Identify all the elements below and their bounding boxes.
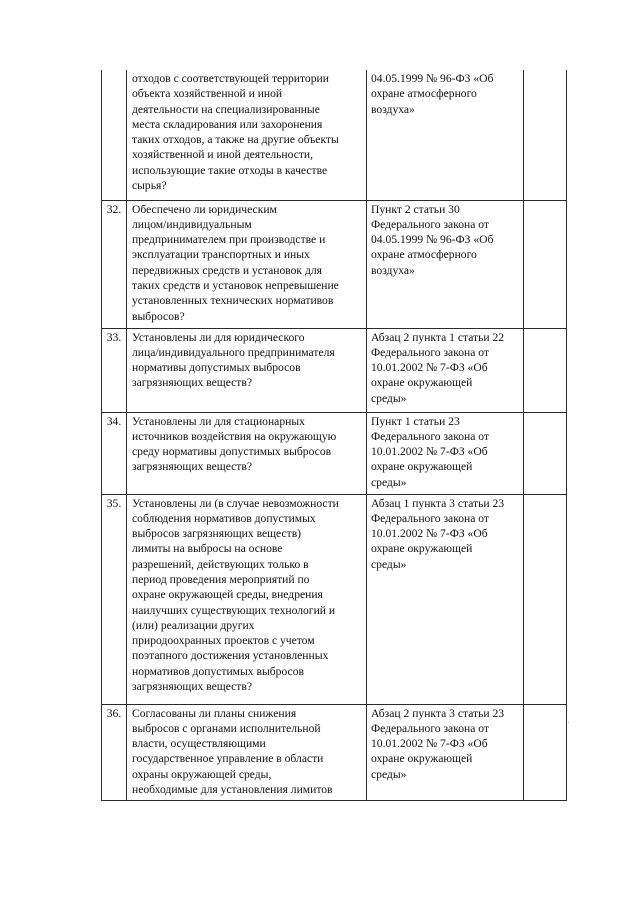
question-line: Установлены ли (в случае невозможности (132, 496, 339, 510)
basis-line: 04.05.1999 № 96-ФЗ «Об (371, 233, 494, 247)
question-line: Согласованы ли планы снижения (132, 706, 297, 720)
question-cell (127, 328, 367, 412)
basis-line: среды» (371, 391, 407, 405)
question-line: (или) реализации других (132, 618, 255, 632)
question-line: государственное управление в области (132, 752, 324, 766)
basis-line: охране окружающей (371, 460, 473, 474)
answer-cell[interactable] (524, 494, 567, 704)
legal-basis-cell (367, 412, 524, 494)
question-line: деятельности на специализированные (132, 102, 320, 116)
question-line: объекта хозяйственной и иной (132, 87, 283, 101)
question-line: период проведения мероприятий по (132, 572, 310, 586)
question-line: установленных технических нормативов (132, 294, 334, 308)
question-cell (127, 200, 367, 328)
basis-line: 10.01.2002 № 7-ФЗ «Об (371, 737, 488, 751)
legal-basis-cell (367, 494, 524, 704)
basis-line: 10.01.2002 № 7-ФЗ «Об (371, 527, 488, 541)
question-line: использующие такие отходы в качестве (132, 163, 328, 177)
question-line: Установлены ли для юридического (132, 330, 305, 344)
question-line: лицом/индивидуальным (132, 217, 252, 231)
answer-cell[interactable] (524, 704, 567, 801)
question-line: передвижных средств и установок для (132, 263, 322, 277)
basis-line: охране атмосферного (371, 248, 477, 262)
question-line: лица/индивидуального предпринимателя (132, 345, 335, 359)
basis-line: охране окружающей (371, 542, 473, 556)
table-row (102, 412, 567, 494)
question-line: сырья? (132, 179, 167, 193)
legal-basis-cell (367, 704, 524, 801)
question-line: таких средств и установок непревышение (132, 278, 339, 292)
question-line: предпринимателем при производстве и (132, 233, 326, 247)
question-line: хозяйственной и иной деятельности, (132, 148, 314, 162)
question-line: Обеспечено ли юридическим (132, 202, 277, 216)
question-cell (127, 412, 367, 494)
answer-cell[interactable] (524, 200, 567, 328)
table-row (102, 704, 567, 801)
basis-line: 10.01.2002 № 7-ФЗ «Об (371, 361, 488, 375)
table-row (102, 328, 567, 412)
question-line: загрязняющих веществ? (132, 376, 252, 390)
basis-line: Федерального закона от (371, 217, 490, 231)
basis-line: Федерального закона от (371, 511, 490, 525)
question-line: среду нормативы допустимых выбросов (132, 445, 332, 459)
question-line: соблюдения нормативов допустимых (132, 511, 316, 525)
question-line: охране окружающей среды, внедрения (132, 588, 323, 602)
legal-basis-cell (367, 328, 524, 412)
scan-speck (568, 722, 569, 723)
basis-line: Абзац 2 пункта 3 статьи 23 (371, 706, 505, 720)
question-line: выбросов? (132, 309, 185, 323)
basis-line: охране окружающей (371, 376, 473, 390)
row-number: 34. (102, 412, 127, 494)
question-line: источников воздействия на окружающую (132, 429, 337, 443)
answer-cell[interactable] (524, 412, 567, 494)
basis-line: 04.05.1999 № 96-ФЗ «Об (371, 72, 494, 85)
basis-line: Федерального закона от (371, 429, 490, 443)
question-line: нормативов допустимых выбросов (132, 664, 304, 678)
legal-basis-cell (367, 70, 524, 200)
question-line: выбросов с органами исполнительной (132, 721, 321, 735)
basis-line: Федерального закона от (371, 721, 490, 735)
question-line: наилучших существующих технологий и (132, 603, 336, 617)
question-cell (127, 494, 367, 704)
basis-line: среды» (371, 475, 407, 489)
question-line: поэтапного достижения установленных (132, 649, 329, 663)
basis-line: Пункт 1 статьи 23 (371, 414, 460, 428)
basis-line: воздуха» (371, 263, 415, 277)
question-cell (127, 704, 367, 801)
answer-cell[interactable] (524, 70, 567, 200)
question-line: выбросов загрязняющих веществ) (132, 527, 302, 541)
question-line: загрязняющих веществ? (132, 460, 252, 474)
legal-basis-cell (367, 200, 524, 328)
basis-line: Абзац 1 пункта 3 статьи 23 (371, 496, 505, 510)
table-row (102, 494, 567, 704)
basis-line: Абзац 2 пункта 1 статьи 22 (371, 330, 505, 344)
basis-line: Федерального закона от (371, 345, 490, 359)
basis-line: Пункт 2 статьи 30 (371, 202, 460, 216)
basis-line: среды» (371, 557, 407, 571)
table-row (102, 200, 567, 328)
question-line: Установлены ли для стационарных (132, 414, 305, 428)
question-line: нормативы допустимых выбросов (132, 361, 301, 375)
question-line: таких отходов, а также на другие объекты (132, 133, 339, 147)
table-row (102, 70, 567, 200)
question-line: места складирования или захоронения (132, 117, 323, 131)
table-body (102, 70, 567, 801)
basis-line: среды» (371, 767, 407, 781)
basis-line: охране окружающей (371, 752, 473, 766)
row-number: 32. (102, 200, 127, 328)
question-cell (127, 70, 367, 200)
question-line: отходов с соответствующей территории (132, 72, 329, 85)
requirements-table (101, 70, 567, 801)
row-number: 35. (102, 494, 127, 704)
question-line: охраны окружающей среды, (132, 767, 272, 781)
question-line: разрешений, действующих только в (132, 557, 309, 571)
basis-line: охране атмосферного (371, 87, 477, 101)
row-number: 33. (102, 328, 127, 412)
row-number (102, 70, 127, 200)
row-number: 36. (102, 704, 127, 801)
question-line: загрязняющих веществ? (132, 680, 252, 694)
question-line: необходимые для установления лимитов (132, 782, 333, 796)
question-line: лимиты на выбросы на основе (132, 542, 283, 556)
basis-line: 10.01.2002 № 7-ФЗ «Об (371, 445, 488, 459)
basis-line: воздуха» (371, 102, 415, 116)
question-line: эксплуатации транспортных и иных (132, 248, 310, 262)
question-line: власти, осуществляющими (132, 737, 266, 751)
question-line: природоохранных проектов с учетом (132, 634, 315, 648)
answer-cell[interactable] (524, 328, 567, 412)
